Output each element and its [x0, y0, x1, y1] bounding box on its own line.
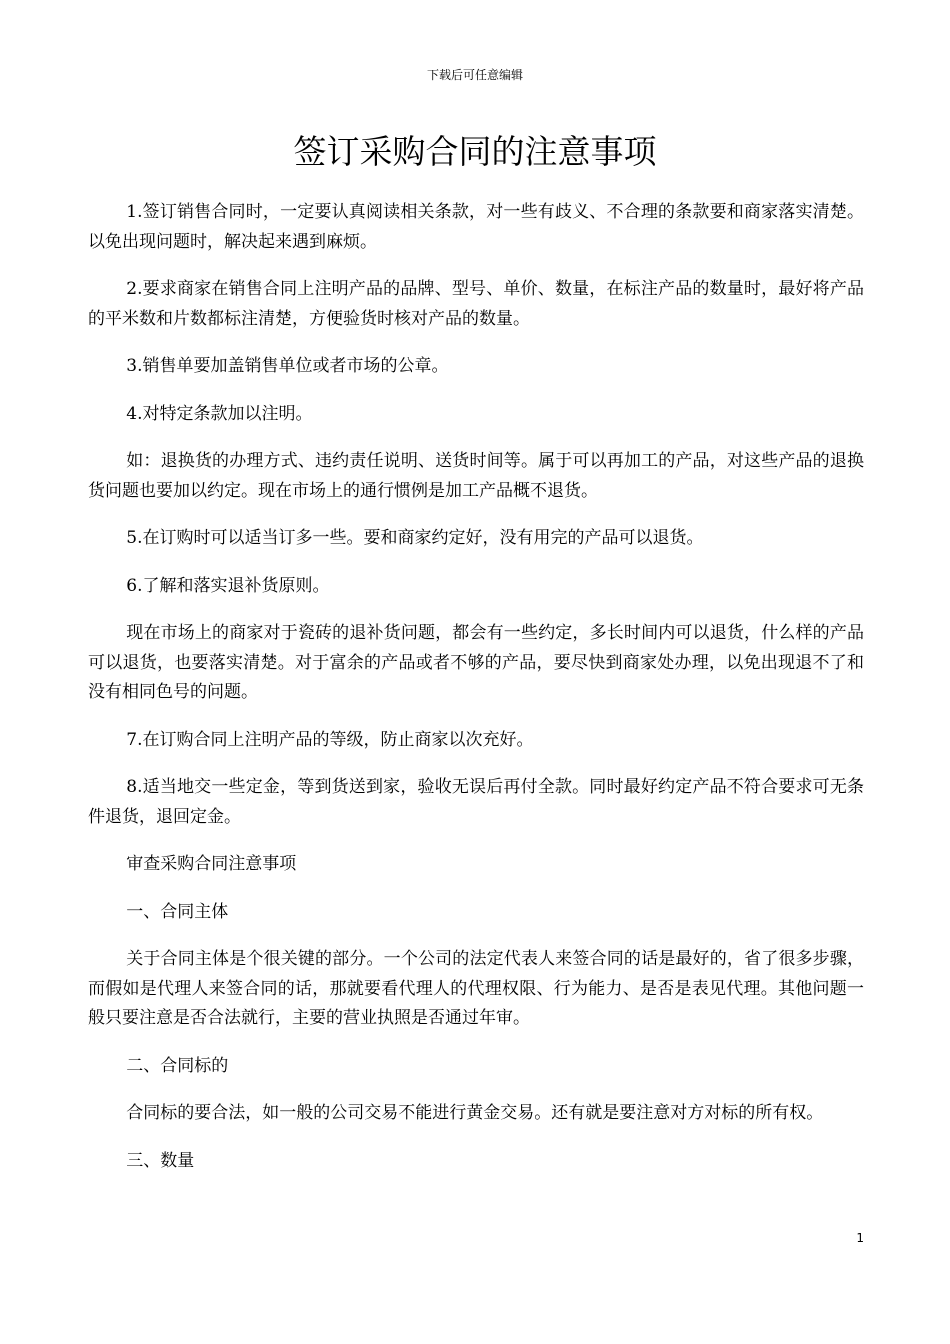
section-heading-review: 审查采购合同注意事项: [126, 854, 297, 874]
paragraph-7: 7.在订购合同上注明产品的等级，防止商家以次充好。: [126, 729, 534, 750]
paragraph-4-example: 如：退换货的办理方式、违约责任说明、送货时间等。属于可以再加工的产品，对这些产品的退换货问题也要加以约定。现在市场上的通行惯例是加工产品概不退货。: [88, 451, 864, 501]
paragraph-contract-object: 合同标的要合法，如一般的公司交易不能进行黄金交易。还有就是要注意对方对标的所有权。: [126, 1103, 824, 1123]
paragraph-1: 1.签订销售合同时，一定要认真阅读相关条款，对一些有歧义、不合理的条款要和商家落实清楚。以免出现问题时，解决起来遇到麻烦。: [88, 202, 864, 252]
page-number: 1: [856, 1231, 864, 1245]
paragraph-contract-subject: 关于合同主体是个很关键的部分。一个公司的法定代表人来签合同的话是最好的，省了很多步骤，而假如是代理人来签合同的话，那就要看代理人的代理权限、行为能力、是否是表见代理。其他问题一般只要注意是否合法就行，主要的营业执照是否通过年审。: [88, 949, 864, 1028]
section-heading-contract-object: 二、合同标的: [126, 1055, 229, 1076]
paragraph-4: 4.对特定条款加以注明。: [126, 403, 313, 424]
section-heading-contract-subject: 一、合同主体: [126, 901, 229, 922]
paragraph-5: 5.在订购时可以适当订多一些。要和商家约定好，没有用完的产品可以退货。: [126, 528, 704, 548]
document-body: [88, 198, 864, 1194]
document-title: 签订采购合同的注意事项: [293, 132, 657, 171]
header-note: 下载后可任意编辑: [426, 68, 523, 82]
paragraph-6: 6.了解和落实退补货原则。: [126, 575, 330, 596]
section-heading-quantity: 三、数量: [126, 1150, 195, 1171]
paragraph-8: 8.适当地交一些定金，等到货送到家，验收无误后再付全款。同时最好约定产品不符合要求可无条件退货，退回定金。: [88, 777, 864, 827]
paragraph-3: 3.销售单要加盖销售单位或者市场的公章。: [126, 356, 449, 376]
paragraph-6-detail: 现在市场上的商家对于瓷砖的退补货问题，都会有一些约定，多长时间内可以退货，什么样的产品可以退货，也要落实清楚。对于富余的产品或者不够的产品，要尽快到商家处办理，以免出现退不了和没有相同色号的问题。: [88, 623, 864, 702]
paragraph-2: 2.要求商家在销售合同上注明产品的品牌、型号、单价、数量，在标注产品的数量时，最好将产品的平米数和片数都标注清楚，方便验货时核对产品的数量。: [88, 279, 864, 329]
